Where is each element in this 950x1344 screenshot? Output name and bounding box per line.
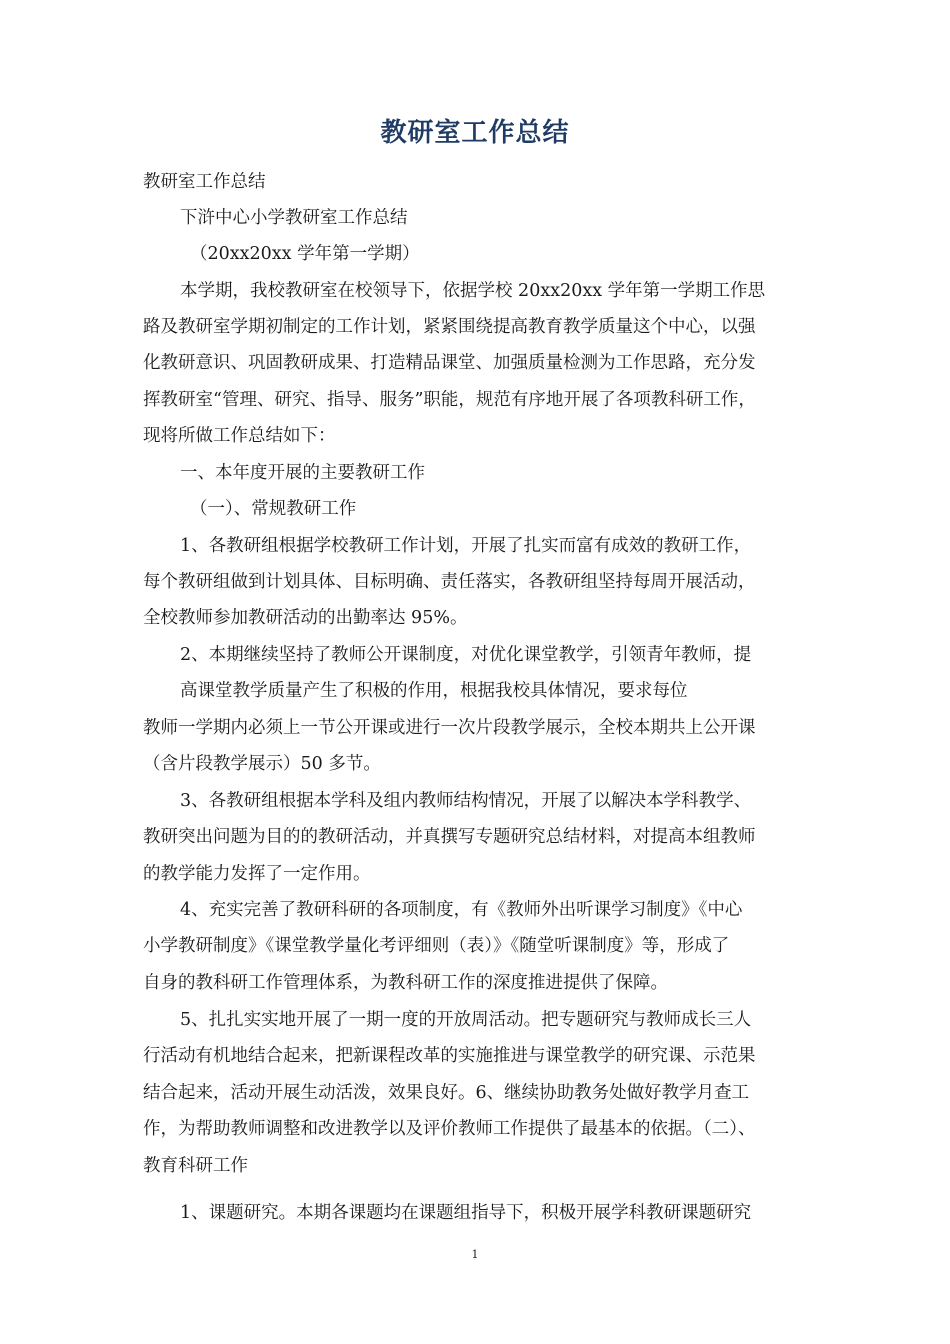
text-line: 高课堂教学质量产生了积极的作用，根据我校具体情况，要求每位	[180, 681, 688, 701]
text-line: 小学教研制度》《课堂教学量化考评细则（表）》《随堂听课制度》等，形成了	[143, 936, 730, 956]
text-line: 5、扎扎实实地开展了一期一度的开放周活动。把专题研究与教师成长三人	[180, 1010, 752, 1030]
text-line: 教研室工作总结	[143, 172, 266, 192]
text-line: 路及教研室学期初制定的工作计划，紧紧围绕提高教育教学质量这个中心，以强	[143, 317, 756, 337]
text-line: 现将所做工作总结如下：	[143, 426, 336, 446]
text-line: 一、本年度开展的主要教研工作	[180, 463, 425, 483]
text-line: 结合起来，活动开展生动活泼，效果良好。6、继续协助教务处做好教学月查工	[143, 1083, 750, 1103]
text-line: 下浒中心小学教研室工作总结	[180, 208, 408, 228]
text-line: 1、课题研究。本期各课题均在课题组指导下，积极开展学科教研课题研究	[180, 1203, 752, 1223]
text-line: 化教研意识、巩固教研成果、打造精品课堂、加强质量检测为工作思路，充分发	[143, 353, 756, 373]
text-line: 每个教研组做到计划具体、目标明确、责任落实，各教研组坚持每周开展活动，	[143, 572, 756, 592]
text-line: 自身的教科研工作管理体系，为教科研工作的深度推进提供了保障。	[143, 973, 668, 993]
text-line: 教研突出问题为目的的教研活动，并真撰写专题研究总结材料，对提高本组教师	[143, 827, 756, 847]
text-line: 教师一学期内必须上一节公开课或进行一次片段教学展示，全校本期共上公开课	[143, 718, 756, 738]
text-line: 的教学能力发挥了一定作用。	[143, 864, 371, 884]
document-title: 教研室工作总结	[380, 118, 570, 148]
text-line: 本学期，我校教研室在校领导下，依据学校 20xx20xx 学年第一学期工作思	[180, 281, 766, 301]
text-line: 教育科研工作	[143, 1156, 248, 1176]
text-line: 全校教师参加教研活动的出勤率达 95%。	[143, 608, 468, 628]
text-line: 1、各教研组根据学校教研工作计划，开展了扎实而富有成效的教研工作，	[180, 536, 752, 556]
text-line: 3、各教研组根据本学科及组内教师结构情况，开展了以解决本学科教学、	[180, 791, 752, 811]
text-line: 4、充实完善了教研科研的各项制度，有《教师外出听课学习制度》《中心	[180, 900, 743, 920]
page-number: 1	[471, 1248, 479, 1261]
text-line: 行活动有机地结合起来，把新课程改革的实施推进与课堂教学的研究课、示范果	[143, 1046, 756, 1066]
text-line: 2、本期继续坚持了教师公开课制度，对优化课堂教学，引领青年教师，提	[180, 645, 752, 665]
text-line: （含片段教学展示）50 多节。	[143, 754, 381, 774]
text-line: （20xx20xx 学年第一学期）	[190, 244, 420, 264]
text-line: （一）、常规教研工作	[190, 499, 357, 519]
text-line: 作，为帮助教师调整和改进教学以及评价教师工作提供了最基本的依据。（二）、	[143, 1119, 756, 1139]
text-line: 挥教研室“管理、研究、指导、服务”职能，规范有序地开展了各项教科研工作，	[143, 390, 756, 410]
